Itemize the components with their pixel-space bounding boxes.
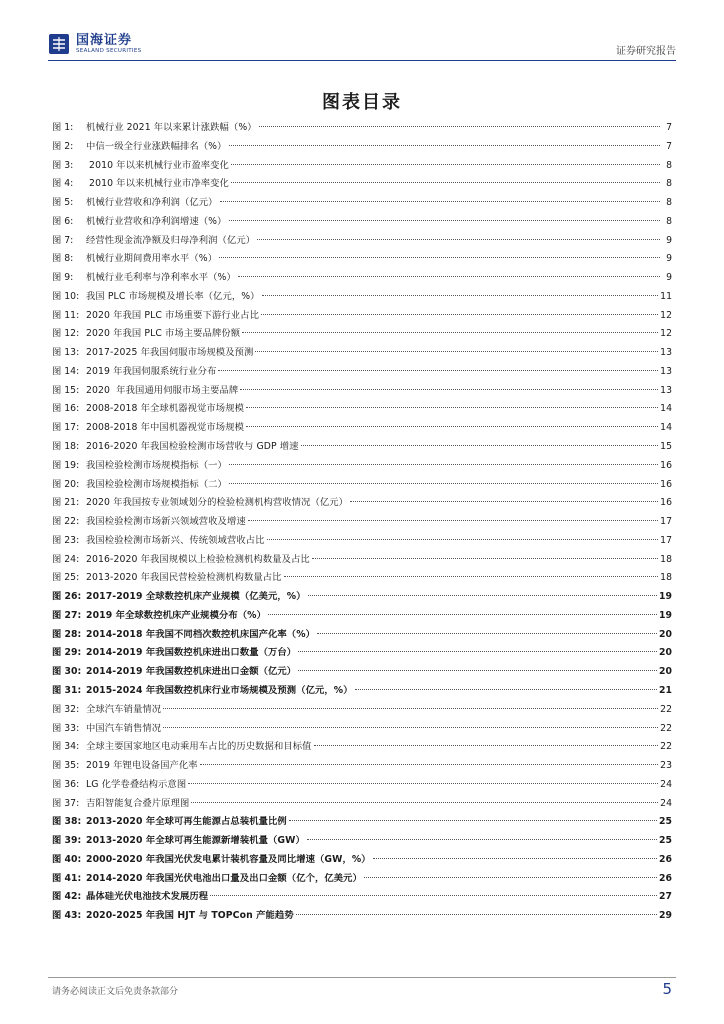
toc-entry-title: 我国检验检测市场规模指标（一） — [86, 459, 227, 471]
toc-entry-label: 图 17: — [52, 422, 80, 434]
toc-entry-label: 图 10: — [52, 290, 80, 302]
toc-entry-title: 我国检验检测市场新兴领域营收及增速 — [86, 516, 246, 528]
toc-dot-leader — [210, 895, 657, 896]
toc-dot-leader — [229, 145, 661, 146]
toc-entry-label: 图 37: — [52, 797, 80, 809]
toc-entry-label: 图 20: — [52, 478, 80, 490]
toc-entry[interactable] — [52, 419, 672, 438]
toc-dot-leader — [261, 314, 658, 315]
toc-entry-title: 全球主要国家地区电动乘用车占比的历史数据和目标值 — [86, 741, 312, 753]
toc-entry-title: LG 化学卷叠结构示意图 — [86, 778, 187, 790]
toc-entry[interactable] — [52, 832, 672, 851]
toc-entry[interactable] — [52, 701, 672, 720]
toc-entry[interactable] — [52, 532, 672, 551]
toc-entry-page: 8 — [666, 178, 672, 190]
toc-entry-title: 2014-2020 年我国光伏电池出口量及出口金额（亿个，亿美元） — [86, 872, 362, 884]
toc-entry[interactable] — [52, 757, 672, 776]
toc-dot-leader — [200, 764, 658, 765]
toc-dot-leader — [240, 389, 658, 390]
toc-entry-title: 2014-2018 年我国不同档次数控机床国产化率（%） — [86, 628, 316, 640]
toc-entry[interactable] — [52, 400, 672, 419]
toc-entry-label: 图 18: — [52, 441, 80, 453]
toc-dot-leader — [267, 539, 659, 540]
toc-entry[interactable] — [52, 569, 672, 588]
toc-entry-page: 22 — [660, 741, 672, 753]
toc-entry-label: 图 1: — [52, 122, 74, 133]
toc-dot-leader — [308, 595, 657, 596]
toc-dot-leader — [355, 689, 657, 690]
toc-dot-leader — [255, 351, 658, 352]
toc-entry[interactable] — [52, 888, 672, 907]
toc-dot-leader — [350, 501, 658, 502]
toc-entry-title: 吉阳智能复合叠片原理图 — [86, 797, 190, 809]
toc-entry[interactable] — [52, 870, 672, 889]
toc-dot-leader — [231, 164, 660, 165]
toc-entry-label: 图 28: — [52, 628, 82, 640]
toc-dot-leader — [307, 839, 657, 840]
toc-entry-title: 2010 年以来机械行业市净率变化 — [86, 178, 229, 190]
toc-dot-leader — [238, 276, 660, 277]
toc-entry-page: 7 — [666, 140, 672, 152]
header-divider — [48, 60, 676, 61]
toc-entry-title: 2015-2024 年我国数控机床行业市场规模及预测（亿元，%） — [86, 684, 353, 696]
toc-entry-label: 图 7: — [52, 234, 74, 246]
toc-entry-label: 图 24: — [52, 553, 80, 565]
toc-dot-leader — [219, 257, 660, 258]
toc-entry-title: 机械行业期间费用率水平（%） — [86, 253, 218, 265]
toc-entry-title: 2014-2019 年我国数控机床进出口数量（万台） — [86, 647, 297, 659]
disclaimer-note: 请务必阅读正文后免责条款部分 — [52, 987, 179, 997]
toc-entry-label: 图 29: — [52, 647, 82, 659]
page-title: 图表目录 — [322, 92, 402, 113]
toc-entry-label: 图 38: — [52, 816, 82, 828]
toc-entry-title: 晶体硅光伏电池技术发展历程 — [86, 891, 209, 903]
toc-entry-page: 19 — [659, 609, 672, 621]
toc-entry-page: 29 — [659, 910, 672, 922]
toc-entry-title: 2008-2018 年中国机器视觉市场规模 — [86, 422, 244, 434]
toc-entry-label: 图 12: — [52, 328, 80, 340]
toc-entry[interactable] — [52, 607, 672, 626]
toc-entry-page: 27 — [659, 891, 672, 903]
toc-entry-label: 图 19: — [52, 459, 80, 471]
toc-entry-label: 图 2: — [52, 140, 74, 152]
toc-entry-title: 我国检验检测市场规模指标（二） — [86, 478, 227, 490]
toc-entry-page: 17 — [660, 516, 672, 528]
toc-entry-page: 24 — [660, 778, 672, 790]
toc-entry-page: 20 — [659, 628, 672, 640]
toc-dot-leader — [262, 295, 659, 296]
toc-dot-leader — [259, 126, 660, 127]
toc-entry-title: 机械行业 2021 年以来累计涨跌幅（%） — [86, 122, 257, 133]
toc-entry[interactable] — [52, 626, 672, 645]
toc-entry-page: 16 — [660, 478, 672, 490]
sealand-logo-icon — [48, 33, 70, 55]
toc-entry-page: 8 — [666, 159, 672, 171]
toc-entry[interactable] — [52, 476, 672, 495]
logo-english-name: SEALAND SECURITIES — [76, 47, 142, 54]
toc-entry[interactable] — [52, 644, 672, 663]
toc-entry-label: 图 6: — [52, 215, 74, 227]
toc-dot-leader — [284, 576, 659, 577]
toc-entry-title: 2013-2020 年全球可再生能源占总装机量比例 — [86, 816, 287, 828]
toc-entry[interactable] — [52, 813, 672, 832]
toc-entry[interactable] — [52, 119, 672, 138]
toc-entry-label: 图 11: — [52, 309, 80, 321]
toc-entry-title: 经营性现金流净额及归母净利润（亿元） — [86, 234, 256, 246]
toc-entry-page: 22 — [660, 722, 672, 734]
page-header — [48, 30, 676, 60]
toc-entry-page: 8 — [666, 215, 672, 227]
toc-entry-label: 图 5: — [52, 197, 74, 209]
toc-dot-leader — [373, 858, 657, 859]
toc-entry-label: 图 15: — [52, 384, 80, 396]
toc-entry-page: 9 — [666, 272, 672, 284]
toc-entry[interactable] — [52, 795, 672, 814]
toc-entry-label: 图 13: — [52, 347, 80, 359]
toc-entry[interactable] — [52, 232, 672, 251]
toc-entry-title: 2017-2025 年我国伺服市场规模及预测 — [86, 347, 254, 359]
toc-entry-label: 图 33: — [52, 722, 80, 734]
toc-dot-leader — [229, 464, 658, 465]
toc-entry-page: 16 — [660, 459, 672, 471]
toc-entry-title: 中信一级全行业涨跌幅排名（%） — [86, 140, 227, 152]
toc-entry-page: 20 — [659, 647, 672, 659]
toc-entry[interactable] — [52, 307, 672, 326]
toc-entry-page: 11 — [660, 290, 672, 302]
page-number: 5 — [662, 980, 672, 998]
toc-entry[interactable] — [52, 682, 672, 701]
toc-entry[interactable] — [52, 269, 672, 288]
toc-entry-title: 2014-2019 年我国数控机床进出口金额（亿元） — [86, 666, 297, 678]
toc-entry[interactable] — [52, 851, 672, 870]
company-logo — [48, 30, 141, 58]
toc-entry-page: 25 — [659, 835, 672, 847]
document-type-label: 证券研究报告 — [616, 46, 676, 57]
table-of-figures — [52, 119, 672, 926]
toc-dot-leader — [298, 651, 657, 652]
toc-entry-title: 2020 年我国通用伺服市场主要品牌 — [86, 384, 239, 396]
toc-dot-leader — [296, 914, 657, 915]
toc-dot-leader — [229, 483, 658, 484]
toc-entry-title: 2016-2020 年我国规模以上检验检测机构数量及占比 — [86, 553, 310, 565]
toc-entry-title: 机械行业营收和净利润（亿元） — [86, 197, 218, 209]
toc-entry-title: 我国 PLC 市场规模及增长率（亿元，%） — [86, 290, 260, 302]
toc-entry-page: 20 — [659, 666, 672, 678]
toc-dot-leader — [229, 220, 661, 221]
toc-entry[interactable] — [52, 213, 672, 232]
toc-entry-label: 图 31: — [52, 684, 82, 696]
toc-entry-page: 14 — [660, 422, 672, 434]
toc-entry-label: 图 9: — [52, 272, 74, 284]
toc-entry-page: 25 — [659, 816, 672, 828]
toc-entry-page: 16 — [660, 497, 672, 509]
toc-entry-title: 2020-2025 年我国 HJT 与 TOPCon 产能趋势 — [86, 910, 294, 922]
toc-dot-leader — [188, 783, 658, 784]
toc-entry[interactable] — [52, 738, 672, 757]
toc-dot-leader — [257, 239, 660, 240]
toc-entry-page: 13 — [660, 365, 672, 377]
toc-dot-leader — [246, 426, 658, 427]
toc-entry-title: 机械行业营收和净利润增速（%） — [86, 215, 227, 227]
toc-entry-title: 2008-2018 年全球机器视觉市场规模 — [86, 403, 244, 415]
toc-dot-leader — [312, 558, 658, 559]
toc-entry[interactable] — [52, 157, 672, 176]
toc-entry-label: 图 32: — [52, 703, 80, 715]
toc-entry-label: 图 16: — [52, 403, 80, 415]
toc-dot-leader — [317, 633, 657, 634]
toc-entry-page: 13 — [660, 347, 672, 359]
toc-entry-label: 图 4: — [52, 178, 74, 190]
toc-entry-title: 2019 年全球数控机床产业规模分布（%） — [86, 609, 266, 621]
toc-entry-title: 2020 年我国按专业领域划分的检验检测机构营收情况（亿元） — [86, 497, 349, 509]
toc-entry-title: 全球汽车销量情况 — [86, 703, 162, 715]
toc-dot-leader — [314, 745, 659, 746]
toc-entry[interactable] — [52, 907, 672, 926]
toc-entry-page: 7 — [666, 122, 672, 133]
toc-entry[interactable] — [52, 250, 672, 269]
toc-entry-page: 13 — [660, 384, 672, 396]
toc-entry-page: 26 — [659, 853, 672, 865]
toc-entry-label: 图 25: — [52, 572, 80, 584]
toc-entry-title: 2017-2019 全球数控机床产业规模（亿美元，%） — [86, 591, 306, 603]
toc-dot-leader — [191, 802, 658, 803]
toc-entry-label: 图 30: — [52, 666, 82, 678]
toc-entry-page: 9 — [666, 234, 672, 246]
toc-entry-label: 图 36: — [52, 778, 80, 790]
toc-entry-title: 2013-2020 年我国民营检验检测机构数量占比 — [86, 572, 282, 584]
toc-entry-page: 24 — [660, 797, 672, 809]
toc-entry-title: 机械行业毛利率与净利率水平（%） — [86, 272, 236, 284]
toc-entry-title: 2019 年锂电设备国产化率 — [86, 760, 198, 772]
toc-entry[interactable] — [52, 344, 672, 363]
toc-entry-title: 我国检验检测市场新兴、传统领域营收占比 — [86, 534, 265, 546]
toc-dot-leader — [220, 201, 660, 202]
toc-entry-page: 9 — [666, 253, 672, 265]
toc-entry[interactable] — [52, 325, 672, 344]
toc-entry-page: 15 — [660, 441, 672, 453]
toc-dot-leader — [298, 670, 657, 671]
toc-entry-title: 2016-2020 年我国检验检测市场营收与 GDP 增速 — [86, 441, 299, 453]
toc-entry[interactable] — [52, 588, 672, 607]
toc-dot-leader — [289, 820, 657, 821]
toc-entry-title: 2020 年我国 PLC 市场重要下游行业占比 — [86, 309, 259, 321]
toc-entry-page: 19 — [659, 591, 672, 603]
toc-dot-leader — [248, 520, 658, 521]
toc-entry-page: 18 — [660, 553, 672, 565]
toc-entry[interactable] — [52, 494, 672, 513]
toc-dot-leader — [218, 370, 658, 371]
toc-entry[interactable] — [52, 551, 672, 570]
toc-entry-label: 图 34: — [52, 741, 80, 753]
toc-entry-page: 12 — [660, 309, 672, 321]
toc-entry-label: 图 43: — [52, 910, 82, 922]
toc-entry-label: 图 23: — [52, 534, 80, 546]
toc-dot-leader — [301, 445, 659, 446]
toc-entry-label: 图 40: — [52, 853, 82, 865]
toc-dot-leader — [163, 708, 658, 709]
toc-entry-label: 图 3: — [52, 159, 74, 171]
toc-dot-leader — [231, 182, 660, 183]
toc-entry-page: 18 — [660, 572, 672, 584]
toc-entry[interactable] — [52, 382, 672, 401]
toc-entry-title: 中国汽车销售情况 — [86, 722, 162, 734]
toc-entry-title: 2020 年我国 PLC 市场主要品牌份额 — [86, 328, 241, 340]
toc-entry[interactable] — [52, 288, 672, 307]
toc-entry[interactable] — [52, 663, 672, 682]
toc-entry-page: 8 — [666, 197, 672, 209]
logo-chinese-name: 国海证券 — [76, 32, 133, 48]
toc-entry-page: 17 — [660, 534, 672, 546]
toc-entry-title: 2013-2020 年全球可再生能源新增装机量（GW） — [86, 835, 305, 847]
toc-entry-title: 2019 年我国伺服系统行业分布 — [86, 365, 217, 377]
toc-entry[interactable] — [52, 194, 672, 213]
toc-entry-label: 图 41: — [52, 872, 82, 884]
toc-entry[interactable] — [52, 457, 672, 476]
toc-entry[interactable] — [52, 776, 672, 795]
toc-entry[interactable] — [52, 138, 672, 157]
toc-entry-label: 图 39: — [52, 835, 82, 847]
toc-entry-title: 2010 年以来机械行业市盈率变化 — [86, 159, 229, 171]
toc-dot-leader — [246, 407, 658, 408]
toc-entry-label: 图 22: — [52, 516, 80, 528]
toc-entry-label: 图 14: — [52, 365, 80, 377]
toc-entry-page: 14 — [660, 403, 672, 415]
toc-entry-page: 26 — [659, 872, 672, 884]
toc-entry-page: 22 — [660, 703, 672, 715]
toc-entry-label: 图 8: — [52, 253, 74, 265]
toc-entry-label: 图 27: — [52, 609, 82, 621]
toc-entry[interactable] — [52, 720, 672, 739]
toc-entry[interactable] — [52, 438, 672, 457]
toc-entry[interactable] — [52, 363, 672, 382]
toc-dot-leader — [268, 614, 657, 615]
toc-entry-label: 图 42: — [52, 891, 82, 903]
toc-dot-leader — [242, 332, 658, 333]
toc-entry-label: 图 35: — [52, 760, 80, 772]
toc-entry-label: 图 21: — [52, 497, 80, 509]
toc-entry[interactable] — [52, 513, 672, 532]
toc-entry[interactable] — [52, 175, 672, 194]
toc-entry-page: 12 — [660, 328, 672, 340]
footer-divider — [48, 977, 676, 978]
toc-dot-leader — [163, 727, 658, 728]
toc-entry-page: 23 — [660, 760, 672, 772]
toc-entry-label: 图 26: — [52, 591, 82, 603]
toc-entry-page: 21 — [659, 684, 672, 696]
toc-entry-title: 2000-2020 年我国光伏发电累计装机容量及同比增速（GW，%） — [86, 853, 371, 865]
toc-dot-leader — [364, 877, 657, 878]
